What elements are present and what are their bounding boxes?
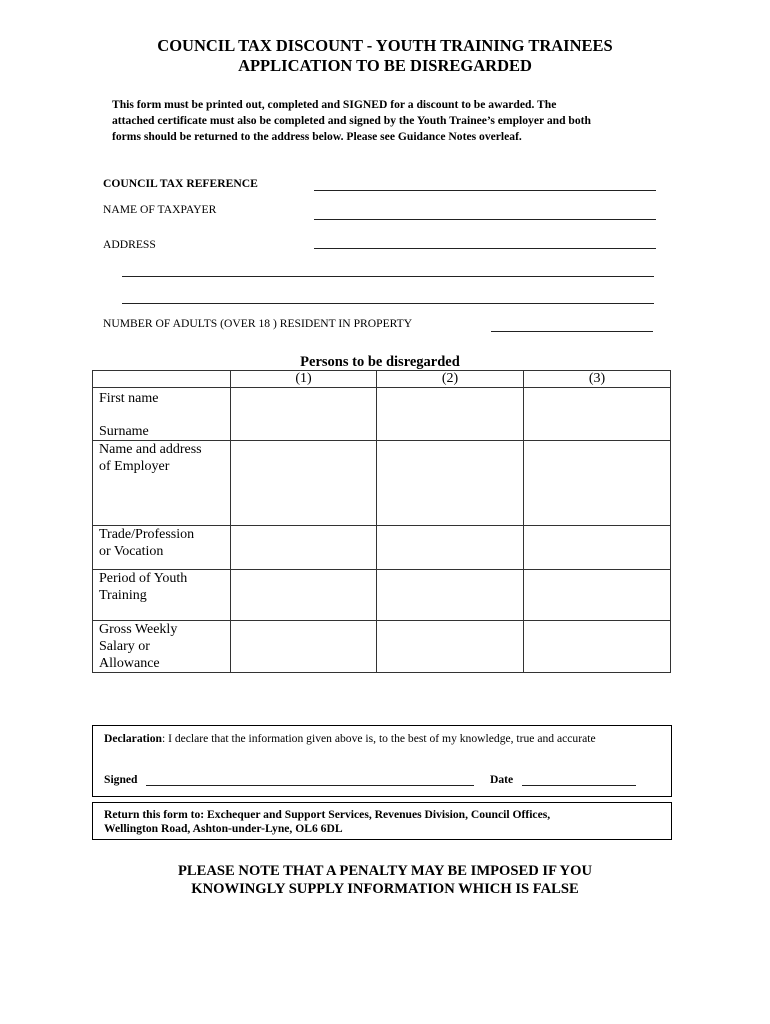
number-of-adults-field[interactable]: [491, 331, 653, 332]
employer-cell-2[interactable]: [377, 441, 524, 526]
trade-cell-3[interactable]: [524, 526, 671, 570]
penalty-note-line1: PLEASE NOTE THAT A PENALTY MAY BE IMPOSED IF YOU: [178, 863, 592, 879]
column-header-2: (2): [377, 371, 524, 388]
row-label-name: [93, 388, 231, 441]
employer-cell-3[interactable]: [524, 441, 671, 526]
period-label-line2: Training: [99, 588, 147, 603]
persons-table: [92, 370, 671, 673]
intro-text-line2: attached certificate must also be completed and signed by the Youth Trainee’s employer and both: [112, 114, 591, 127]
address-field-line1[interactable]: [314, 248, 656, 249]
intro-text-line1: This form must be printed out, completed and SIGNED for a discount to be awarded. The: [112, 98, 557, 111]
name-of-taxpayer-label: NAME OF TAXPAYER: [103, 203, 217, 216]
date-field[interactable]: [522, 785, 636, 786]
column-header-3: (3): [524, 371, 671, 388]
salary-cell-1[interactable]: [231, 621, 377, 673]
persons-heading: Persons to be disregarded: [300, 354, 460, 370]
table-row-employer: [93, 441, 671, 526]
form-title-line1: COUNCIL TAX DISCOUNT - YOUTH TRAINING TRAINEES: [157, 36, 613, 55]
declaration-label: Declaration: [104, 732, 162, 745]
penalty-note-line2: KNOWINGLY SUPPLY INFORMATION WHICH IS FALSE: [191, 881, 579, 897]
table-header-row: [93, 371, 671, 388]
header-blank-cell: [93, 371, 231, 388]
intro-text-line3: forms should be returned to the address below. Please see Guidance Notes overleaf.: [112, 130, 522, 143]
council-tax-reference-field[interactable]: [314, 190, 656, 191]
table-row-trade: [93, 526, 671, 570]
row-label-period: [93, 570, 231, 621]
period-cell-2[interactable]: [377, 570, 524, 621]
row-label-employer: [93, 441, 231, 526]
table-row-salary: [93, 621, 671, 673]
name-cell-3[interactable]: [524, 388, 671, 441]
return-address-line1: Return this form to: Exchequer and Support Services, Revenues Division, Council Offices,: [104, 808, 551, 821]
name-cell-1[interactable]: [231, 388, 377, 441]
row-label-salary: [93, 621, 231, 673]
trade-label-line2: or Vocation: [99, 544, 164, 559]
employer-label-line1: Name and address: [99, 442, 202, 457]
salary-label-line2: Salary or: [99, 639, 150, 654]
council-tax-reference-label: COUNCIL TAX REFERENCE: [103, 177, 258, 190]
signature-field[interactable]: [146, 785, 474, 786]
address-field-line2[interactable]: [122, 276, 654, 277]
declaration-text: [104, 732, 596, 745]
table-row-name: [93, 388, 671, 441]
employer-cell-1[interactable]: [231, 441, 377, 526]
number-of-adults-label: NUMBER OF ADULTS (OVER 18 ) RESIDENT IN PROPERTY: [103, 317, 413, 330]
salary-cell-2[interactable]: [377, 621, 524, 673]
declaration-box: [92, 725, 672, 797]
signed-label: Signed: [104, 773, 138, 786]
employer-label-line2: of Employer: [99, 459, 170, 474]
period-cell-3[interactable]: [524, 570, 671, 621]
column-header-1: (1): [231, 371, 377, 388]
trade-label-line1: Trade/Profession: [99, 527, 195, 542]
return-address-line2: Wellington Road, Ashton-under-Lyne, OL6 6DL: [104, 822, 343, 835]
period-cell-1[interactable]: [231, 570, 377, 621]
first-name-label: First name: [99, 391, 159, 406]
date-label: Date: [490, 773, 514, 786]
row-label-trade: [93, 526, 231, 570]
address-field-line3[interactable]: [122, 303, 654, 304]
address-label: ADDRESS: [103, 238, 156, 251]
surname-label: Surname: [99, 424, 149, 439]
salary-label-line1: Gross Weekly: [99, 622, 178, 637]
return-address-box: [92, 802, 672, 840]
period-label-line1: Period of Youth: [99, 571, 188, 586]
salary-cell-3[interactable]: [524, 621, 671, 673]
table-row-period: [93, 570, 671, 621]
trade-cell-1[interactable]: [231, 526, 377, 570]
declaration-statement: : I declare that the information given above is, to the best of my knowledge, true and accurate: [161, 732, 596, 745]
trade-cell-2[interactable]: [377, 526, 524, 570]
form-title-line2: APPLICATION TO BE DISREGARDED: [238, 56, 532, 75]
name-cell-2[interactable]: [377, 388, 524, 441]
salary-label-line3: Allowance: [99, 656, 160, 671]
name-of-taxpayer-field[interactable]: [314, 219, 656, 220]
